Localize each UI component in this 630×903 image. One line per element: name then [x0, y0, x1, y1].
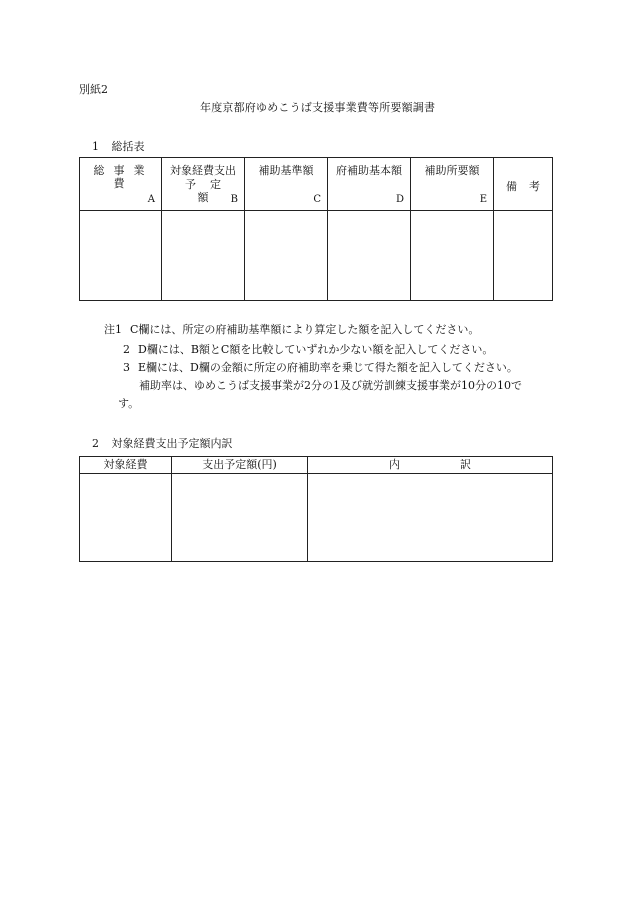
- cell-subsidy-standard[interactable]: [245, 211, 328, 301]
- column-letter: D: [395, 194, 404, 205]
- section2-heading: [92, 435, 233, 451]
- note-3: 3 E欄には、D欄の金額に所定の府補助率を乗じて得た額を記入してください。: [123, 361, 518, 374]
- header-planned-expenditure: 対象経費支出 予定額 B: [162, 158, 245, 211]
- section1-title: 総括表: [111, 140, 145, 153]
- column-letter: C: [313, 194, 321, 205]
- header-remarks: 備考: [494, 158, 553, 211]
- breakdown-body-row: [80, 474, 553, 562]
- cell-details[interactable]: [308, 474, 553, 562]
- header-total-project-cost: 総事業費 A: [80, 158, 162, 211]
- section1-heading: [92, 138, 145, 154]
- cell-planned-expenditure[interactable]: [162, 211, 245, 301]
- breakdown-header-row: [80, 457, 553, 474]
- column-letter: A: [147, 194, 155, 205]
- column-letter: E: [479, 194, 487, 205]
- header-subsidy-standard: 補助基準額 C: [245, 158, 328, 211]
- header-prefecture-base: 府補助基本額 D: [328, 158, 411, 211]
- summary-body-row: [80, 211, 553, 301]
- cell-planned-amount[interactable]: [172, 474, 308, 562]
- cell-target-expense[interactable]: [80, 474, 172, 562]
- note-1: 注1 C欄には、所定の府補助基準額により算定した額を記入してください。: [104, 323, 480, 336]
- section2-number: 2: [92, 437, 99, 450]
- summary-table: [79, 157, 553, 301]
- note-2: 2 D欄には、B額とC額を比較していずれか少ない額を記入してください。: [123, 343, 494, 356]
- cell-remarks[interactable]: [494, 211, 553, 301]
- header-planned-amount: 支出予定額(円): [172, 457, 308, 474]
- column-letter: B: [230, 194, 238, 205]
- cell-total-project-cost[interactable]: [80, 211, 162, 301]
- header-details: 内訳: [308, 457, 553, 474]
- note-3-continuation-end: す。: [118, 397, 140, 410]
- summary-header-row: [80, 158, 553, 211]
- header-subsidy-required: 補助所要額 E: [411, 158, 494, 211]
- header-target-expense: 対象経費: [80, 457, 172, 474]
- section2-title: 対象経費支出予定額内訳: [111, 437, 233, 450]
- cell-subsidy-required[interactable]: [411, 211, 494, 301]
- attachment-label: 別紙2: [79, 83, 108, 96]
- cell-prefecture-base[interactable]: [328, 211, 411, 301]
- section1-number: 1: [92, 140, 99, 153]
- document-title: 年度京都府ゆめこうば支援事業費等所要額調書: [200, 101, 436, 114]
- note-3-continuation: 補助率は、ゆめこうば支援事業が2分の1及び就労訓練支援事業が10分の10で: [139, 379, 522, 392]
- breakdown-table: [79, 456, 553, 562]
